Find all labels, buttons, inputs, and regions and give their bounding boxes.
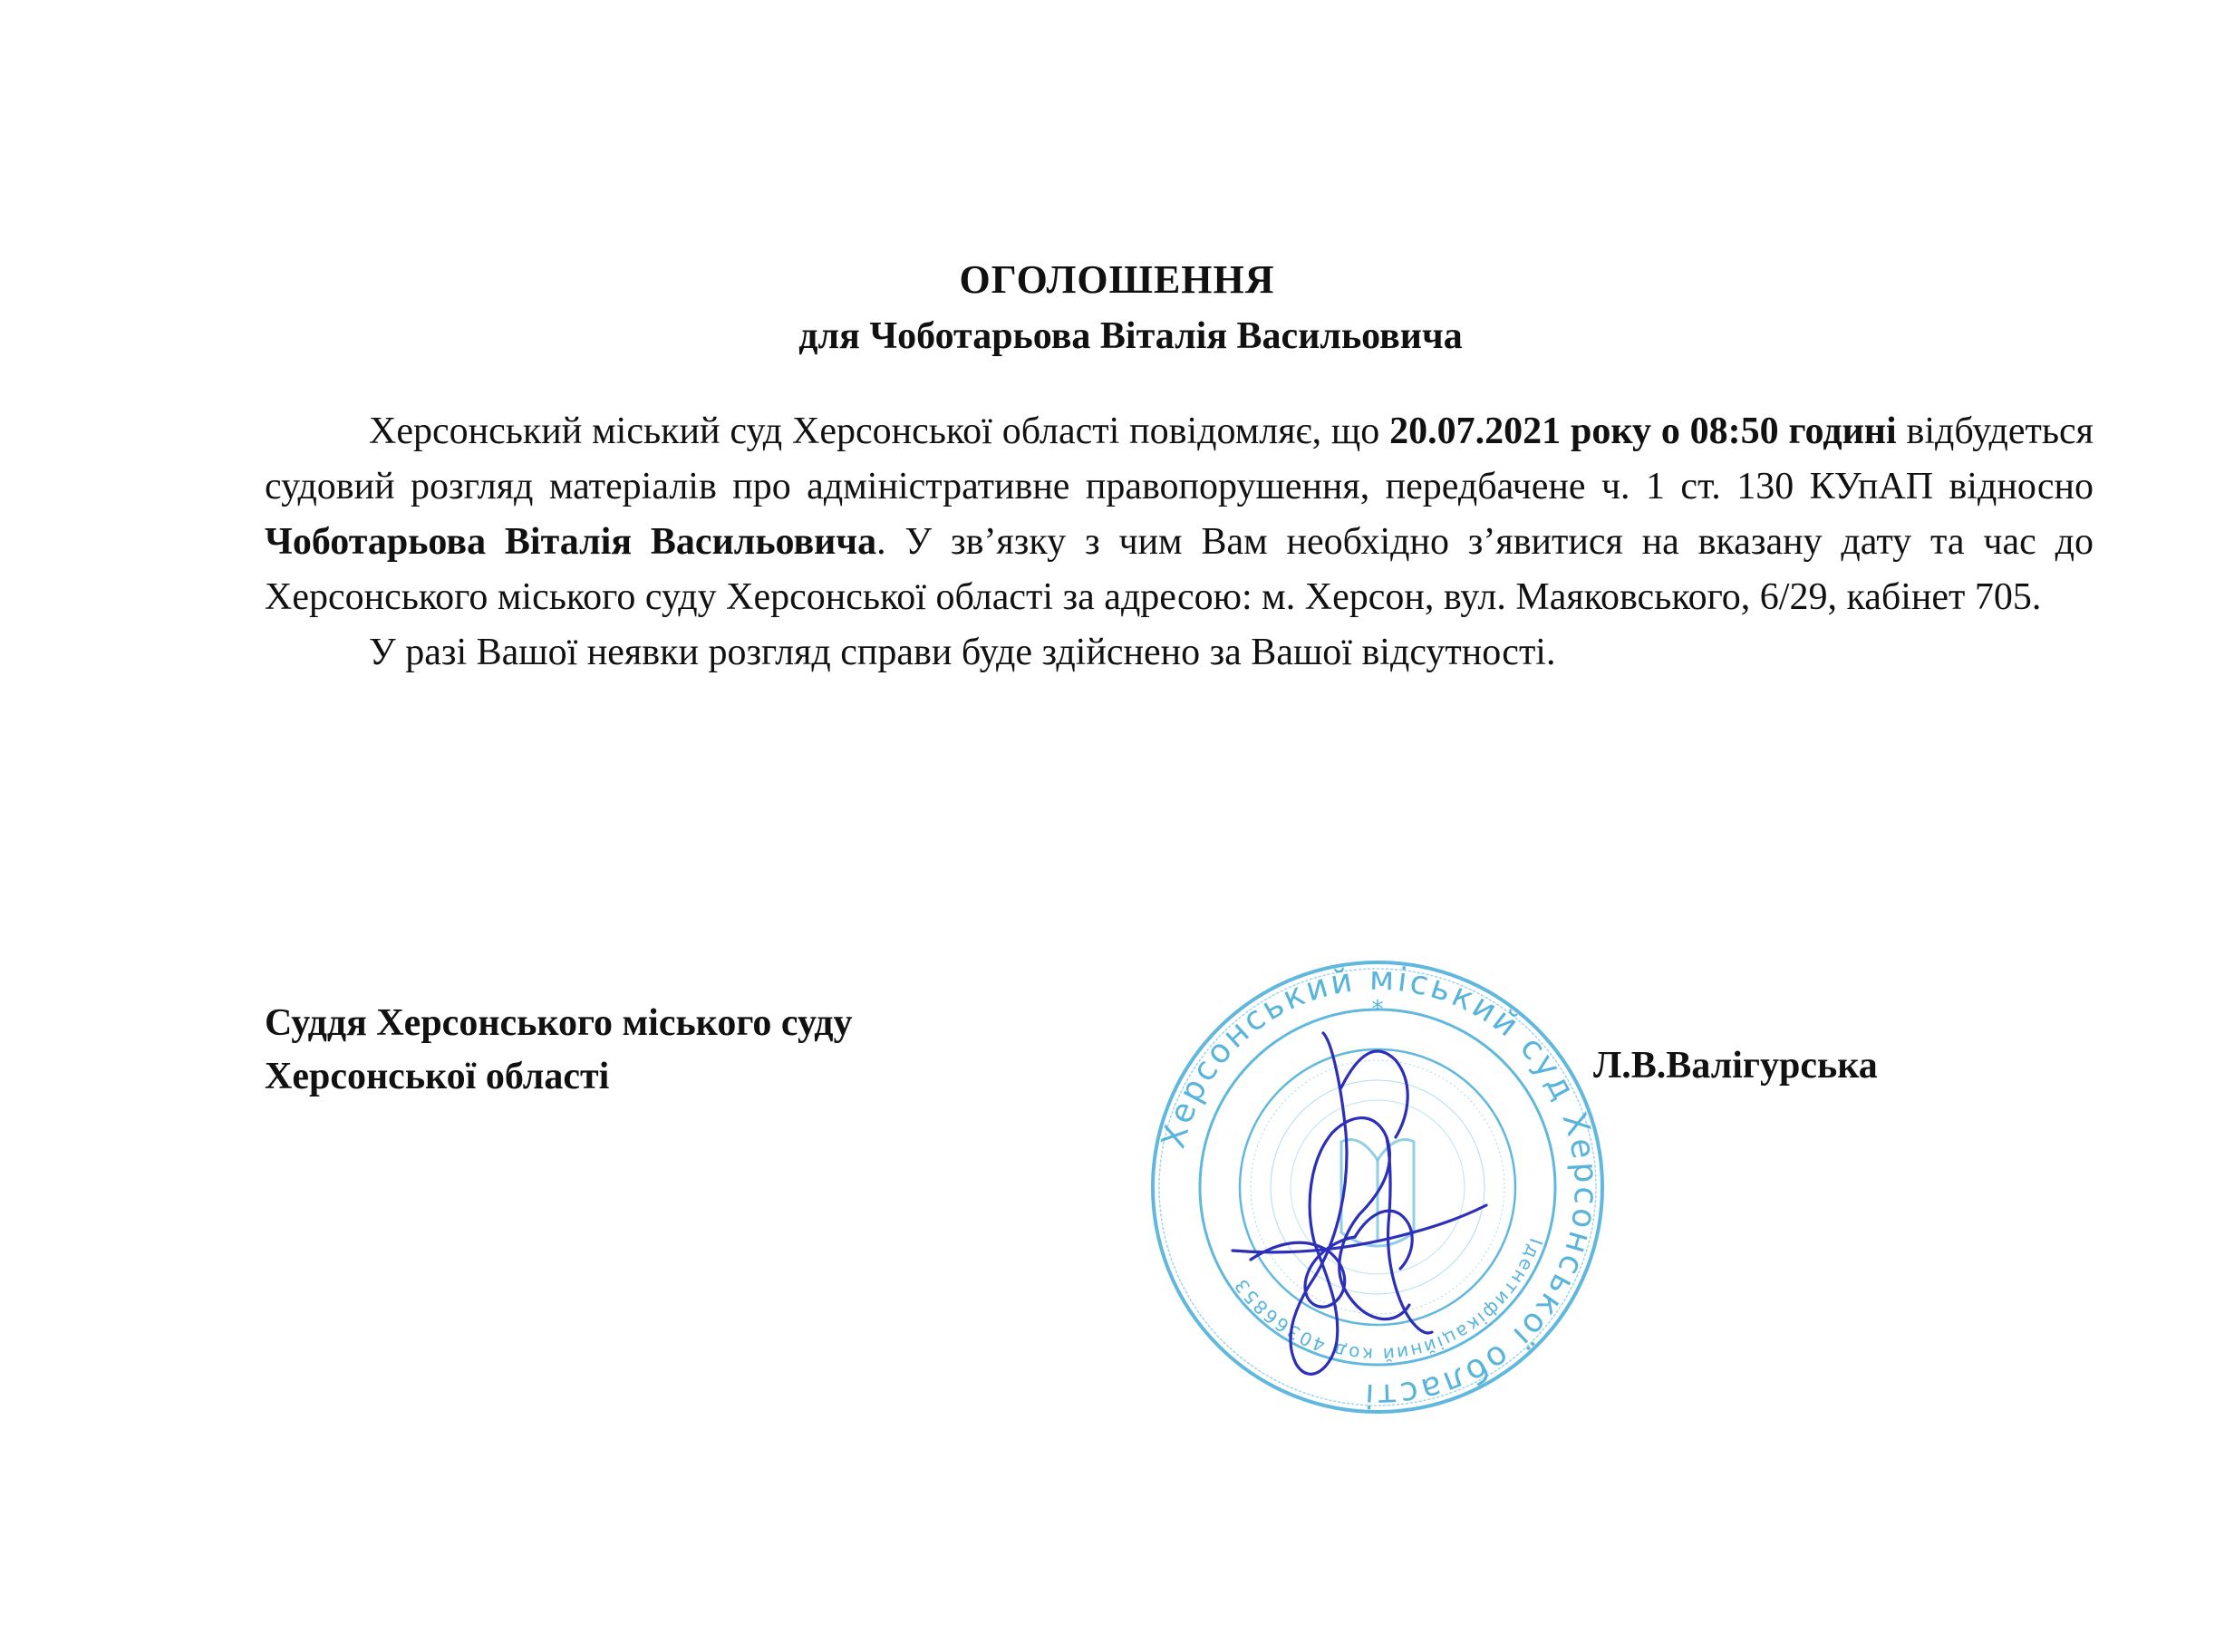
judge-signature xyxy=(1160,979,1541,1396)
signer-title-line1: Суддя Херсонського міського суду xyxy=(265,1002,853,1044)
judge-name: Л.В.Валігурська xyxy=(1593,1045,1878,1087)
document-body xyxy=(265,404,2094,681)
stamp-outer-text: Херсонський міський суд Херсонської області xyxy=(1155,960,1605,1415)
signer-title-line2: Херсонської області xyxy=(265,1056,610,1097)
svg-text:*: * xyxy=(1371,996,1384,1023)
document-subtitle: для Чоботарьова Віталія Васильовича xyxy=(798,315,1463,357)
defendant-name: Чоботарьова Віталія Васильовича xyxy=(265,521,877,563)
signer-block xyxy=(265,997,853,1104)
stamp-inner-text: Ідентифікаційний код 40366853 xyxy=(1229,1235,1548,1367)
hearing-datetime: 20.07.2021 року о 08:50 годині xyxy=(1389,411,1897,452)
notice-text-3: . У зв’язку з чим Вам необхідно з’явитися на вказану дату та час до Херсонського міського суду Херсонської області за адресою: м. Херсон, вул. Маяковського, 6/29, кабінет 705. xyxy=(265,521,2094,618)
document-title: ОГОЛОШЕННЯ xyxy=(959,257,1275,302)
notice-text-2: відбудеться судовий розгляд матеріалів про адміністративне правопорушення, передбачене ч. 1 ст. 130 КУпАП відносно xyxy=(265,411,2094,507)
absence-paragraph: У разі Вашої неявки розгляд справи буде здійснено за Вашої відсутності. xyxy=(369,632,1556,673)
notice-text-1: Херсонський міський суд Херсонської області повідомляє, що xyxy=(369,411,1390,452)
notice-paragraph xyxy=(265,404,2094,625)
